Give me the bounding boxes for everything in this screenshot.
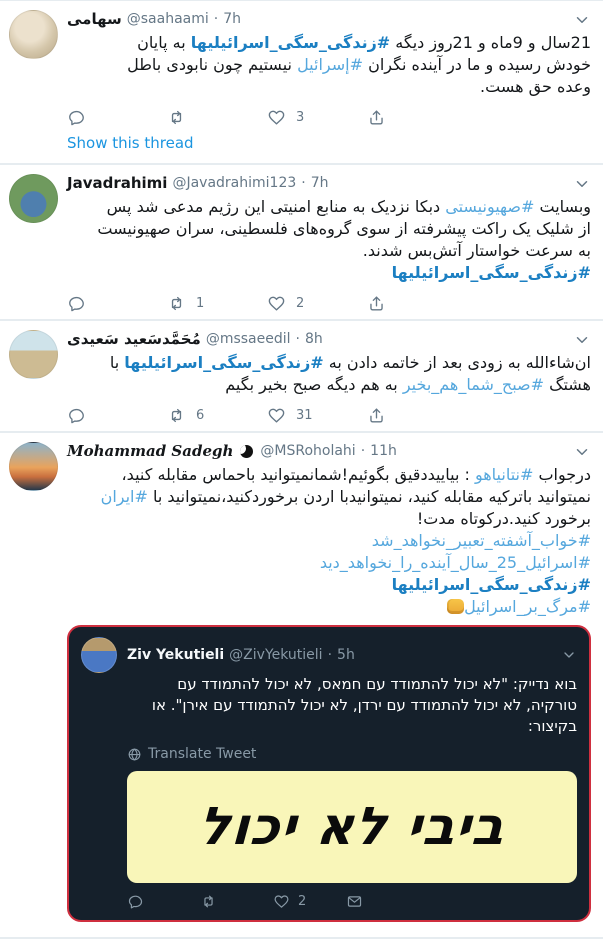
text-segment: نیستیم چون نابودی باطل وعده حق هست. xyxy=(127,55,591,96)
separator-dot: · xyxy=(327,647,333,663)
globe-icon xyxy=(127,747,142,762)
like-button[interactable] xyxy=(273,893,346,910)
chevron-down-icon[interactable] xyxy=(573,331,591,349)
tweet-header xyxy=(67,442,591,461)
translate-tweet-button[interactable] xyxy=(127,746,577,762)
timestamp[interactable]: 7h xyxy=(223,11,241,27)
quoted-tweet-card[interactable] xyxy=(67,625,591,922)
like-button[interactable] xyxy=(267,108,367,127)
hashtag-link[interactable]: #صهیونیستی xyxy=(445,197,535,216)
avatar[interactable] xyxy=(9,174,58,223)
chevron-down-icon[interactable] xyxy=(573,11,591,29)
avatar[interactable] xyxy=(9,10,58,59)
reply-button[interactable] xyxy=(67,294,167,313)
hashtag-link[interactable]: #خواب_آشفته_تعبیر_نخواهد_شد xyxy=(371,531,591,550)
chevron-down-icon[interactable] xyxy=(573,443,591,461)
plate-hebrew-text: ביבי לא יכול xyxy=(197,797,507,857)
tweet-text xyxy=(67,464,591,618)
text-segment: وبسایت xyxy=(534,197,591,216)
tweet-header xyxy=(67,174,591,193)
retweet-count: 6 xyxy=(196,408,205,423)
quoted-avatar[interactable] xyxy=(81,637,117,673)
timestamp[interactable]: 8h xyxy=(304,331,323,347)
quoted-timestamp[interactable]: 5h xyxy=(337,647,355,663)
text-segment: با هشتگ xyxy=(109,353,591,394)
hashtag-link[interactable]: #زندگی_سگی_اسرائیلیها xyxy=(124,353,324,372)
separator-dot: · xyxy=(360,443,366,459)
text-segment: ان‌شاءالله به زودی بعد از خاتمه دادن به xyxy=(323,353,591,372)
timestamp[interactable]: 11h xyxy=(370,443,397,459)
text-segment: برخورد کنید.درکوتاه مدت! xyxy=(416,509,591,528)
black-crescent-icon xyxy=(240,445,253,458)
tweet-actions xyxy=(67,108,591,127)
quoted-tweet-actions xyxy=(127,893,577,910)
reply-button[interactable] xyxy=(127,893,200,910)
share-button[interactable] xyxy=(367,108,467,127)
quoted-tweet-header xyxy=(127,637,577,673)
chevron-down-icon[interactable] xyxy=(561,647,577,663)
user-handle[interactable]: @Javadrahimi123 xyxy=(172,175,297,191)
quoted-user-handle[interactable]: @ZivYekutieli xyxy=(229,647,323,663)
retweet-button[interactable] xyxy=(200,893,273,910)
text-segment: 21سال و 9ماه و 21روز دیگه xyxy=(390,33,591,52)
timestamp[interactable]: 7h xyxy=(310,175,329,191)
fist-emoji xyxy=(447,599,464,614)
share-button[interactable] xyxy=(367,294,467,313)
tweet xyxy=(0,1,603,165)
quoted-tweet-text: בוא נדייק: "לא יכול להתמודד עם חמאס, לא יכול להתמודד עם טורקיה, לא יכול להתמודד עם ירדן, לא יכול להתמודד עם אירן". או בקיצור: xyxy=(151,675,577,735)
hashtag-link[interactable]: #نتانیاهو xyxy=(474,465,534,484)
display-name[interactable]: Javadrahimi xyxy=(67,174,168,192)
hashtag-link[interactable]: #مرگ_بر_اسرائیل xyxy=(464,597,591,616)
text-segment: به پایان خودش رسیده و ما در آینده نگران xyxy=(137,33,591,74)
quoted-tweet-image[interactable] xyxy=(127,771,577,883)
tweet-actions xyxy=(67,294,591,313)
reply-button[interactable] xyxy=(67,406,167,425)
tweet xyxy=(0,165,603,321)
tweet-text xyxy=(67,32,591,98)
separator-dot: · xyxy=(213,11,219,27)
show-thread-link[interactable]: Show this thread xyxy=(67,134,194,152)
tweet-text xyxy=(67,196,591,284)
hashtag-link[interactable]: #زندگی_سگی_اسرائیلیها xyxy=(391,263,591,282)
tweet-header xyxy=(67,10,591,29)
text-segment: به هم دیگه صبح بخیر بگیم xyxy=(225,375,403,394)
avatar-column xyxy=(9,174,58,317)
reply-button[interactable] xyxy=(67,108,167,127)
text-segment: دبکا نزدیک به منابع امنیتی این رژیم مدعی شد پس از شلیک یک راکت پیشرفته از سوی گروه‌های فلسطینی، سران صهیونیست به سرعت خواستار آتش‌بس شدند. xyxy=(97,197,591,260)
text-segment: : بیاییددقیق بگوئیم!شمانمیتوانید باحماس مقابله کنید، نمیتوانید باترکیه مقابله کنید، نمیتوانیدبا اردن برخوردکنید،نمیتوانید با xyxy=(121,465,591,506)
retweet-button[interactable] xyxy=(167,406,267,425)
display-name[interactable]: سهامی xyxy=(67,10,122,28)
separator-dot: · xyxy=(295,331,300,347)
quoted-display-name[interactable]: Ziv Yekutieli xyxy=(127,647,225,663)
hashtag-link[interactable]: #صبح_شما_هم_بخیر xyxy=(402,375,545,394)
text-segment: درجواب xyxy=(533,465,591,484)
tweet xyxy=(0,433,603,939)
tweet-actions xyxy=(67,406,591,425)
tweet xyxy=(0,321,603,433)
tweet-header xyxy=(67,330,591,349)
hashtag-link[interactable]: #زندگی_سگی_اسرائیلیها xyxy=(190,33,391,52)
hashtag-link[interactable]: #اسرائیل_25_سال_آینده_را_نخواهد_دید xyxy=(319,553,591,572)
avatar-column xyxy=(9,330,58,429)
dm-button[interactable] xyxy=(346,893,419,910)
avatar-column xyxy=(9,10,58,161)
translate-label: Translate Tweet xyxy=(148,746,257,762)
like-count: 2 xyxy=(298,894,307,909)
user-handle[interactable]: @saahaami xyxy=(126,11,209,27)
avatar[interactable] xyxy=(9,442,58,491)
display-name[interactable]: Mohammad Sadegh xyxy=(67,442,234,460)
avatar[interactable] xyxy=(9,330,58,379)
like-count: 31 xyxy=(296,408,313,423)
display-name[interactable]: مُحَمَّدسَعید سَعیدی xyxy=(67,330,201,348)
retweet-button[interactable] xyxy=(167,108,267,127)
like-button[interactable] xyxy=(267,406,367,425)
retweet-button[interactable] xyxy=(167,294,267,313)
like-count: 2 xyxy=(296,296,305,311)
hashtag-link[interactable]: #زندگی_سگی_اسرائیلیها xyxy=(391,575,591,594)
like-count: 3 xyxy=(296,110,305,125)
retweet-count: 1 xyxy=(196,296,205,311)
separator-dot: · xyxy=(301,175,306,191)
tweet-text xyxy=(67,352,591,396)
hashtag-link[interactable]: #ایران xyxy=(100,487,148,506)
hashtag-link[interactable]: #إسرائيل xyxy=(297,55,363,74)
user-handle[interactable]: @MSRoholahi xyxy=(260,443,356,459)
like-button[interactable] xyxy=(267,294,367,313)
user-handle[interactable]: @mssaeedil xyxy=(205,331,291,347)
chevron-down-icon[interactable] xyxy=(573,175,591,193)
share-button[interactable] xyxy=(367,406,467,425)
avatar-column xyxy=(9,442,58,935)
